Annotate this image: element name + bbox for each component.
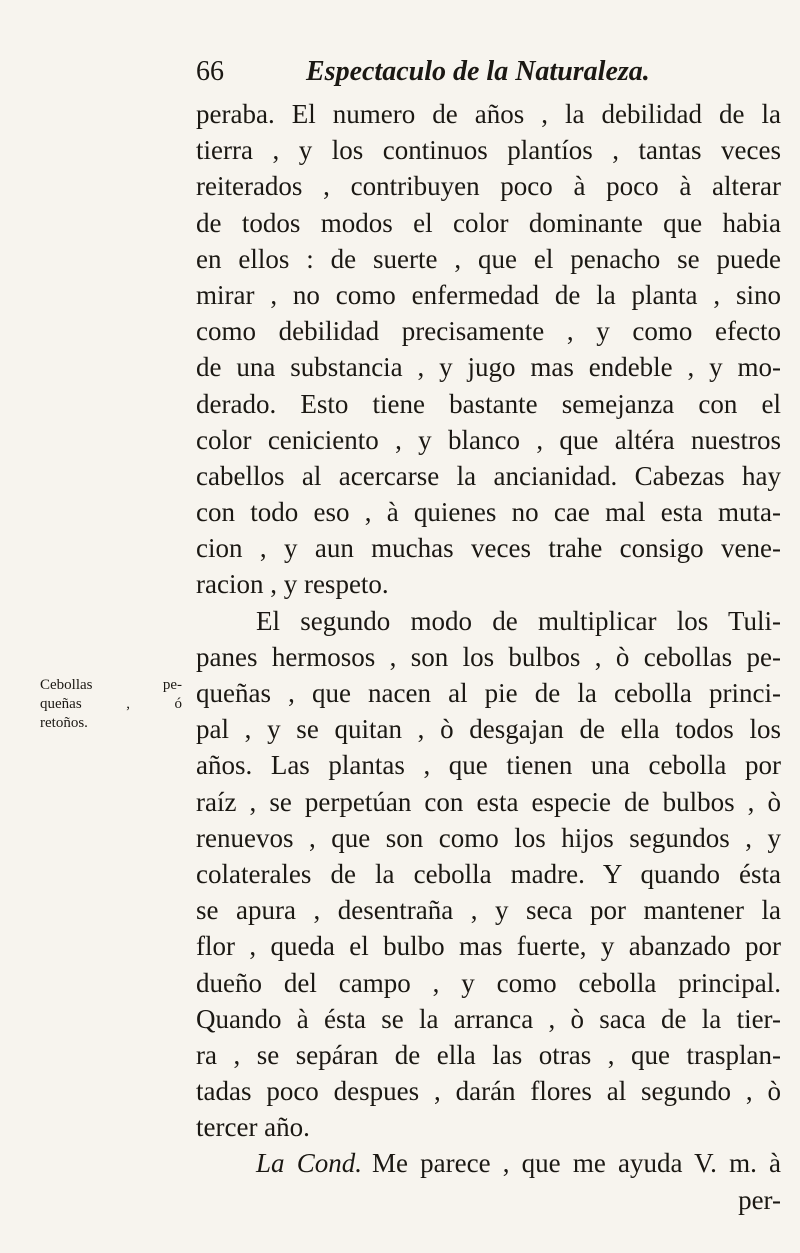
text-line: derado. Esto tiene bastante semejanza con el [196,388,781,419]
paragraph-first-line: El segundo modo de multiplicar los Tuli- [256,605,781,636]
page-number: 66 [196,56,224,87]
text-line: reiterados , contribuyen poco à poco à alterar [196,171,781,202]
margin-note-line: Cebollas pe- [40,677,182,693]
text-line: en ellos : de suerte , que el penacho se puede [196,243,781,274]
text-line: se apura , desentraña , y seca por mantener la [196,895,781,926]
text-line: como debilidad precisamente , y como efecto [196,316,781,347]
speaker-name: La Cond. [256,1148,362,1179]
text-line: años. Las plantas , que tienen una cebolla por [196,750,781,781]
text-line: panes hermosos , son los bulbos , ò cebollas pe- [196,641,781,672]
dialogue-line [196,1145,781,1181]
text-line: renuevos , que son como los hijos segundos , y [196,822,781,853]
margin-note-line: queñas , ó [40,696,182,712]
text-line: pal , y se quitan , ò desgajan de ella todos los [196,714,781,745]
text-line: queñas , que nacen al pie de la cebolla princi- [196,678,781,708]
text-line: de todos modos el color dominante que habia [196,207,781,238]
dialogue-text: Me parece , que me ayuda V. m. à [371,1148,781,1179]
text-line: cion , y aun muchas veces trahe consigo vene- [196,533,781,564]
margin-note [40,676,182,733]
text-line: tadas poco despues , darán flores al segundo , ò [196,1076,781,1107]
text-line: racion , y respeto. [196,569,389,600]
text-line: peraba. El numero de años , la debilidad de la [196,99,781,129]
text-line: color ceniciento , y blanco , que altéra nuestros [196,424,781,455]
margin-note-line: retoños. [40,715,88,731]
text-line: tercer año. [196,1112,310,1143]
body-text [196,96,781,1218]
text-line: flor , queda el bulbo mas fuerte, y abanzado por [196,931,781,962]
text-line: dueño del campo , y como cebolla principal. [196,967,781,998]
text-line: mirar , no como enfermedad de la planta , sino [196,279,781,310]
page-header [196,52,781,92]
text-line: raíz , se perpetúan con esta especie de bulbos , ò [196,786,781,817]
text-line: colaterales de la cebolla madre. Y quando ésta [196,858,781,889]
catchword: per- [738,1184,781,1215]
text-line: de una substancia , y jugo mas endeble , y mo- [196,352,781,383]
text-line: ra , se sepáran de ella las otras , que trasplan- [196,1039,781,1070]
text-line: con todo eso , à quienes no cae mal esta muta- [196,497,781,528]
running-title: Espectaculo de la Naturaleza. [306,56,650,87]
text-line: Quando à ésta se la arranca , ò saca de la tier- [196,1003,781,1034]
text-line: tierra , y los continuos plantíos , tantas veces [196,135,781,166]
text-line: cabellos al acercarse la ancianidad. Cabezas hay [196,460,781,491]
